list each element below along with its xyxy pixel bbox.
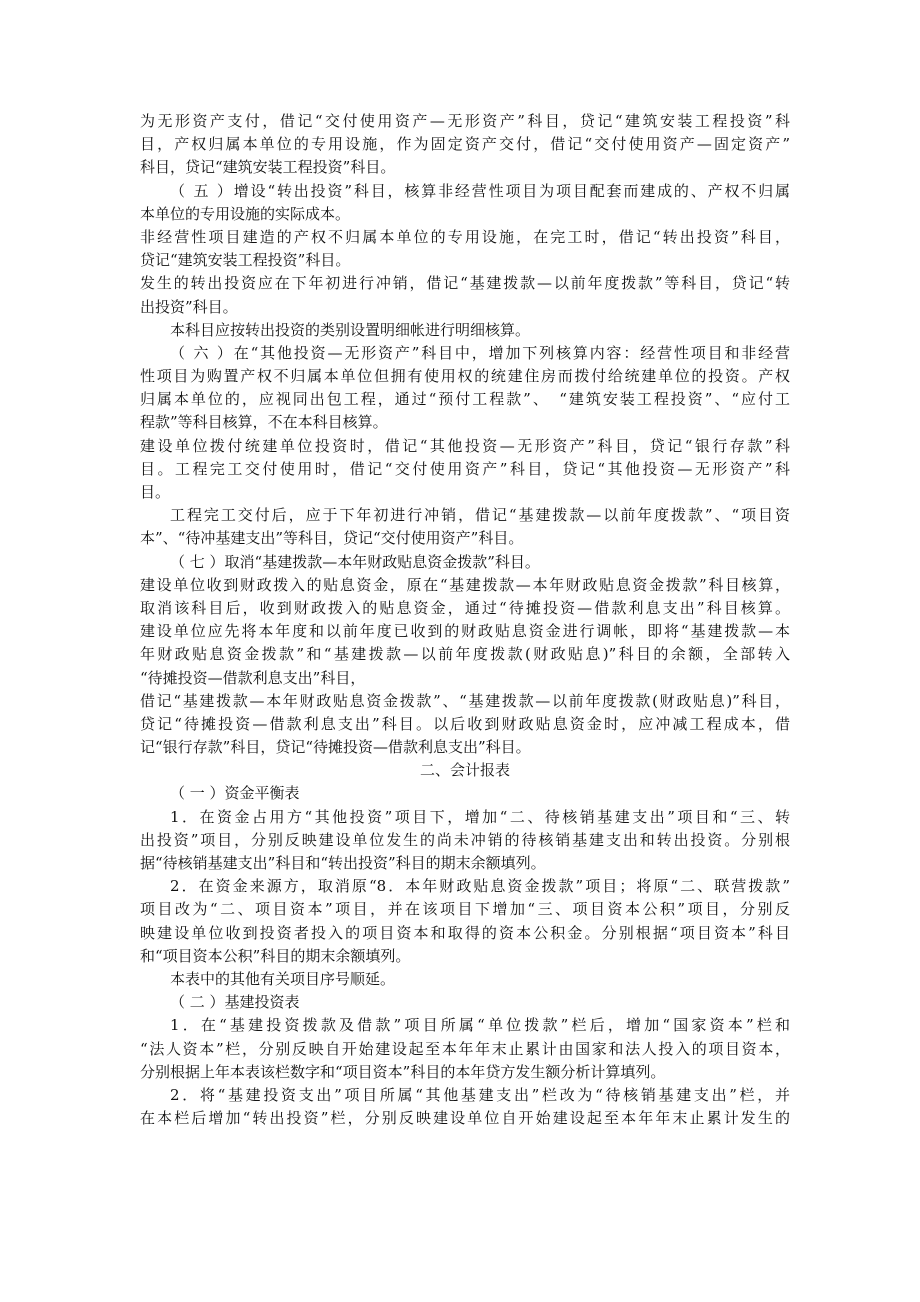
- text-line: 科目，贷记“建筑安装工程投资”科目。: [140, 158, 396, 177]
- text-line: 本科目应按转出投资的类别设置明细帐进行明细核算。: [170, 320, 531, 339]
- text-line: “法人资本”栏，分别反映自开始建设起至本年年末止累计由国家和法人投入的项目资本，: [140, 1039, 790, 1058]
- text-line: 出投资”科目。: [140, 297, 238, 316]
- text-line: 为无形资产支付，借记“交付使用资产—无形资产”科目，贷记“建筑安装工程投资”科: [140, 112, 790, 130]
- text-line: 贷记“建筑安装工程投资”科目。: [140, 251, 351, 270]
- text-line: （ 七 ）取消“基建拨款—本年财政贴息资金拨款”科目。: [170, 552, 540, 571]
- text-line: （ 五 ）增设“转出投资”科目，核算非经营性项目为项目配套而建成的、产权不归属: [170, 181, 790, 200]
- text-line: 年财政贴息资金拨款”和“基建拨款—以前年度拨款(财政贴息)”科目的余额，全部转入: [140, 645, 790, 664]
- text-line: 发生的转出投资应在下年初进行冲销，借记“基建拨款—以前年度拨款”等科目，贷记“转: [140, 274, 790, 293]
- text-line: 本”、“待冲基建支出”等科目，贷记“交付使用资产”科目。: [140, 529, 524, 548]
- text-line: “待摊投资—借款利息支出”科目，: [140, 668, 366, 687]
- text-line: 在本栏后增加“转出投资”栏，分别反映建设单位自开始建设起至本年年末止累计发生的: [140, 1109, 790, 1128]
- text-line: 建设单位收到财政拨入的贴息资金，原在“基建拨款—本年财政贴息资金拨款”科目核算，: [140, 575, 790, 594]
- text-line: 1．在资金占用方“其他投资”项目下，增加“二、待核销基建支出”项目和“三、转: [170, 807, 790, 826]
- text-line: 贷记“待摊投资—借款利息支出”科目。以后收到财政贴息资金时，应冲减工程成本，借: [140, 714, 790, 733]
- text-line: 2．在资金来源方，取消原“8．本年财政贴息资金拨款”项目；将原“二、联营拨款”: [170, 877, 790, 896]
- text-line: 建设单位应先将本年度和以前年度已收到的财政贴息资金进行调帐，即将“基建拨款—本: [140, 622, 790, 641]
- text-line: 取消该科目后，收到财政拨入的贴息资金，通过“待摊投资—借款利息支出”科目核算。: [140, 598, 790, 617]
- text-line: 出投资”项目，分别反映建设单位发生的尚未冲销的待核销基建支出和转出投资。分别根: [140, 830, 790, 849]
- text-line: 性项目为购置产权不归属本单位但拥有使用权的统建住房而拨付给统建单位的投资。产权: [140, 367, 790, 386]
- text-line: 归属本单位的，应视同出包工程，通过“预付工程款”、 “建筑安装工程投资”、“应付工: [140, 390, 790, 409]
- text-line: 1．在“基建投资拨款及借款”项目所属“单位拨款”栏后，增加“国家资本”栏和: [170, 1016, 790, 1035]
- text-line: 本单位的专用设施的实际成本。: [140, 204, 351, 223]
- text-line: 2．将“基建投资支出”项目所属“其他基建支出”栏改为“待核销基建支出”栏，并: [170, 1085, 790, 1104]
- text-line: （ 一 ）资金平衡表: [170, 784, 300, 803]
- text-line: 据“待核销基建支出”科目和“转出投资”科目的期末余额填列。: [140, 854, 546, 872]
- text-line: （ 二 ）基建投资表: [170, 993, 300, 1012]
- text-line: 借记“基建拨款—本年财政贴息资金拨款”、“基建拨款—以前年度拨款(财政贴息)”科目，: [140, 691, 790, 710]
- text-line: 程款”等科目核算，不在本科目核算。: [140, 413, 388, 432]
- text-line: 工程完工交付后，应于下年初进行冲销，借记“基建拨款—以前年度拨款”、“项目资: [170, 506, 790, 525]
- text-line: 映建设单位收到投资者投入的项目资本和取得的资本公积金。分别根据“项目资本”科目: [140, 923, 790, 942]
- text-line: 本表中的其他有关项目序号顺延。: [170, 969, 396, 988]
- text-line: 目。工程完工交付使用时，借记“交付使用资产”科目，贷记“其他投资—无形资产”科: [140, 459, 790, 478]
- text-line: 和“项目资本公积”科目的期末余额填列。: [140, 946, 411, 965]
- text-line: 项目改为“二、项目资本”项目，并在该项目下增加“三、项目资本公积”项目，分别反: [140, 900, 790, 919]
- text-line: 分别根据上年本表该栏数字和“项目资本”科目的本年贷方发生额分析计算填列。: [140, 1062, 666, 1081]
- text-line: 记“银行存款”科目，贷记“待摊投资—借款利息支出”科目。: [140, 738, 531, 757]
- section-heading: 二、会计报表: [419, 761, 510, 780]
- document-page: [140, 110, 790, 1130]
- text-line: 目，产权归属本单位的专用设施，作为固定资产交付，借记“交付使用资产—固定资产”: [140, 135, 790, 154]
- text-line: （ 六 ）在“其他投资—无形资产”科目中，增加下列核算内容：经营性项目和非经营: [170, 343, 790, 362]
- text-line: 建设单位拨付统建单位投资时，借记“其他投资—无形资产”科目，贷记“银行存款”科: [140, 436, 790, 455]
- text-line: 目。: [140, 483, 171, 501]
- text-line: 非经营性项目建造的产权不归属本单位的专用设施，在完工时，借记“转出投资”科目，: [140, 227, 790, 246]
